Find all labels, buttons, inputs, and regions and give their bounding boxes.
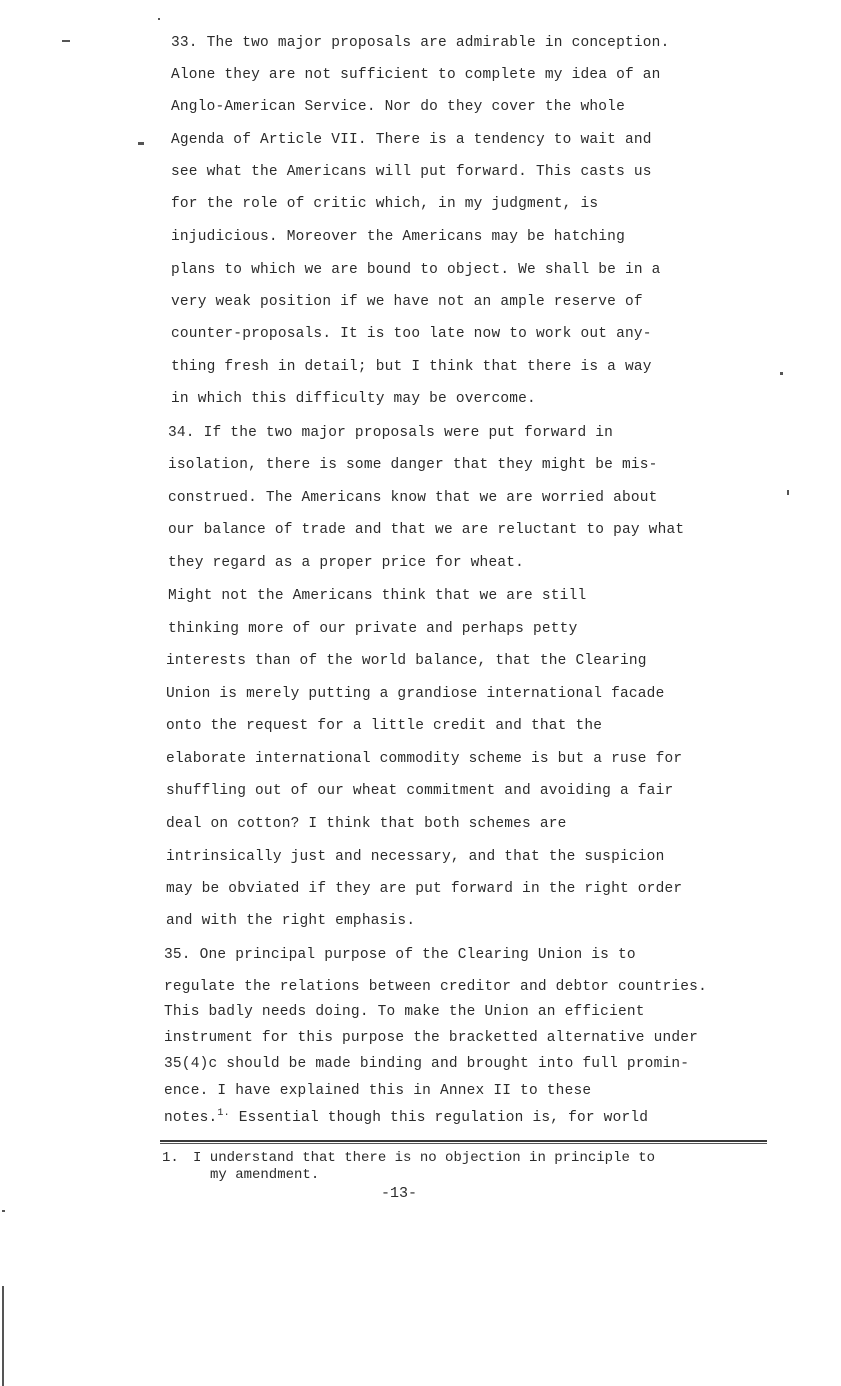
text-line: injudicious. Moreover the Americans may be hatching bbox=[171, 229, 625, 245]
margin-mark bbox=[62, 40, 70, 42]
text-line: Union is merely putting a grandiose international facade bbox=[166, 686, 665, 702]
text-fragment: Essential though this regulation is, for world bbox=[229, 1110, 649, 1126]
text-line: thing fresh in detail; but I think that there is a way bbox=[171, 359, 652, 375]
text-line: isolation, there is some danger that they might be mis- bbox=[168, 457, 658, 473]
page-number: -13- bbox=[381, 1185, 418, 1202]
text-line: see what the Americans will put forward. This casts us bbox=[171, 164, 652, 180]
text-line: This badly needs doing. To make the Union an efficient bbox=[164, 1004, 645, 1020]
text-line: 35. One principal purpose of the Clearing Union is to bbox=[164, 947, 636, 963]
text-line: may be obviated if they are put forward in the right order bbox=[166, 881, 683, 897]
text-line: interests than of the world balance, that the Clearing bbox=[166, 653, 647, 669]
text-line: in which this difficulty may be overcome. bbox=[171, 391, 536, 407]
text-line: elaborate international commodity scheme is but a ruse for bbox=[166, 751, 683, 767]
text-line: our balance of trade and that we are reluctant to pay what bbox=[168, 522, 685, 538]
text-line: Anglo-American Service. Nor do they cover the whole bbox=[171, 99, 625, 115]
footnote-text: my amendment. bbox=[210, 1167, 320, 1183]
margin-mark bbox=[780, 372, 783, 375]
text-line: instrument for this purpose the bracketted alternative under bbox=[164, 1030, 699, 1046]
margin-mark bbox=[2, 1210, 5, 1212]
margin-mark bbox=[158, 18, 160, 20]
margin-mark bbox=[138, 142, 144, 145]
text-line: ence. I have explained this in Annex II to these bbox=[164, 1083, 592, 1099]
text-line: thinking more of our private and perhaps petty bbox=[168, 621, 578, 637]
text-line: Alone they are not sufficient to complete my idea of an bbox=[171, 67, 661, 83]
text-line: deal on cotton? I think that both schemes are bbox=[166, 816, 567, 832]
text-fragment: notes. bbox=[164, 1110, 218, 1126]
text-line: onto the request for a little credit and that the bbox=[166, 718, 603, 734]
margin-mark bbox=[787, 490, 789, 495]
text-line: shuffling out of our wheat commitment and avoiding a fair bbox=[166, 783, 674, 799]
footnote-reference: 1. bbox=[217, 1108, 230, 1120]
text-line: 33. The two major proposals are admirable in conception. bbox=[171, 35, 670, 51]
text-line: and with the right emphasis. bbox=[166, 913, 416, 929]
text-line: plans to which we are bound to object. We shall be in a bbox=[171, 262, 661, 278]
text-line: very weak position if we have not an ample reserve of bbox=[171, 294, 643, 310]
text-line: they regard as a proper price for wheat. bbox=[168, 555, 525, 571]
text-line bbox=[164, 1109, 648, 1127]
scan-edge-line bbox=[2, 1286, 4, 1386]
footnote-marker: 1. bbox=[162, 1150, 179, 1166]
text-line: construed. The Americans know that we are worried about bbox=[168, 490, 658, 506]
text-line: intrinsically just and necessary, and that the suspicion bbox=[166, 849, 665, 865]
text-line: regulate the relations between creditor and debtor countries. bbox=[164, 979, 707, 995]
text-line: 34. If the two major proposals were put forward in bbox=[168, 425, 614, 441]
text-line: Agenda of Article VII. There is a tendency to wait and bbox=[171, 132, 652, 148]
footnote-divider bbox=[160, 1140, 767, 1144]
text-line: for the role of critic which, in my judgment, is bbox=[171, 196, 599, 212]
footnote-text: I understand that there is no objection in principle to bbox=[193, 1150, 656, 1166]
text-line: counter-proposals. It is too late now to work out any- bbox=[171, 326, 652, 342]
text-line: Might not the Americans think that we are still bbox=[168, 588, 587, 604]
text-line: 35(4)c should be made binding and brought into full promin- bbox=[164, 1056, 690, 1072]
